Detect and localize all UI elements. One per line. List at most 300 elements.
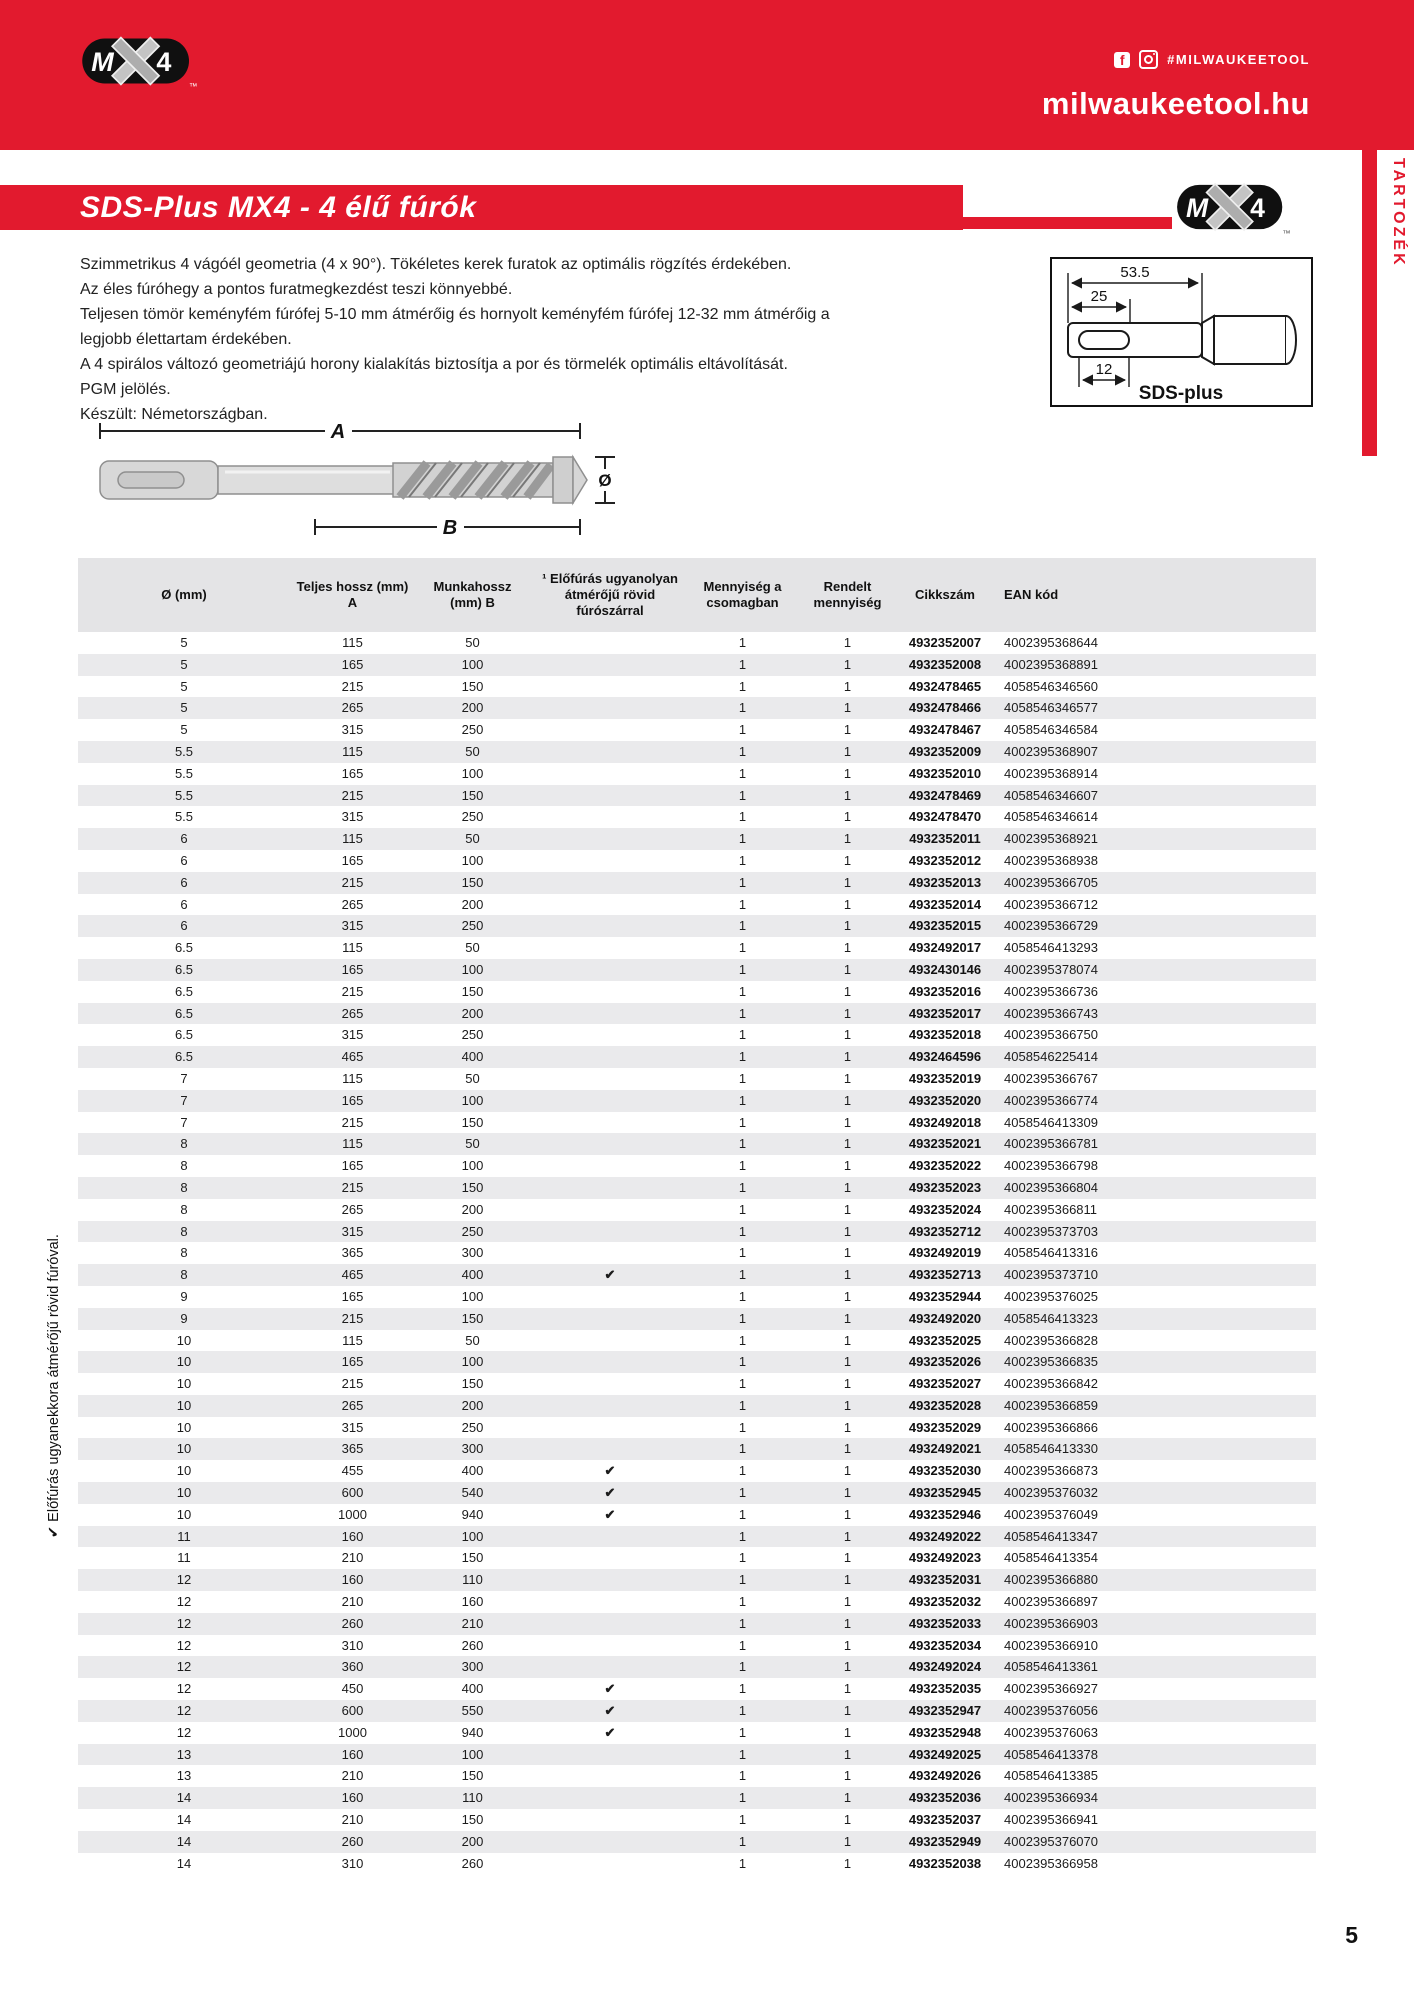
- value-cell: 1: [843, 961, 852, 977]
- value-cell: 1: [843, 1833, 852, 1849]
- ean-cell: 4002395366859: [1004, 1397, 1098, 1413]
- value-cell: 1: [843, 1201, 852, 1217]
- value-cell: 400: [461, 1681, 484, 1697]
- ean-cell: 4002395366798: [1004, 1158, 1098, 1174]
- prebore-checkmark: ✔: [604, 1724, 616, 1740]
- table-row: [78, 1613, 1316, 1635]
- value-cell: 1: [738, 1768, 747, 1784]
- table-row: [78, 1199, 1316, 1221]
- value-cell: 1: [738, 1005, 747, 1021]
- value-cell: 1: [738, 940, 747, 956]
- table-row: [78, 1591, 1316, 1613]
- table-row: [78, 937, 1316, 959]
- value-cell: 7: [180, 1070, 188, 1086]
- prebore-cell: [530, 850, 690, 872]
- ean-cell: 4058546413293: [1004, 940, 1098, 956]
- ean-cell: 4002395378074: [1004, 961, 1098, 977]
- prebore-cell: [530, 697, 690, 719]
- value-cell: 6: [180, 896, 188, 912]
- value-cell: 1: [843, 1223, 852, 1239]
- value-cell: 100: [461, 656, 484, 672]
- sku-cell: 4932492026: [908, 1768, 982, 1784]
- sku-cell: 4932352026: [908, 1354, 982, 1370]
- value-cell: 165: [341, 656, 364, 672]
- value-cell: 1: [843, 1332, 852, 1348]
- value-cell: 400: [461, 1049, 484, 1065]
- prebore-cell: [530, 719, 690, 741]
- table-row: [78, 1482, 1316, 1504]
- value-cell: 1: [843, 1397, 852, 1413]
- value-cell: 250: [461, 1223, 484, 1239]
- value-cell: 115: [342, 743, 363, 759]
- value-cell: 110: [462, 1790, 483, 1806]
- value-cell: 265: [341, 700, 364, 716]
- value-cell: 1: [738, 1833, 747, 1849]
- prebore-cell: [530, 1024, 690, 1046]
- value-cell: 7: [180, 1114, 188, 1130]
- ean-cell: 4002395366774: [1004, 1092, 1098, 1108]
- value-cell: 13: [176, 1746, 192, 1762]
- ean-cell: 4002395368644: [1004, 635, 1098, 650]
- value-cell: 12: [176, 1703, 192, 1719]
- value-cell: 5.5: [174, 787, 194, 803]
- value-cell: 260: [461, 1637, 484, 1653]
- value-cell: 8: [180, 1179, 188, 1195]
- sku-cell: 4932352944: [908, 1288, 982, 1304]
- value-cell: 1: [738, 1703, 747, 1719]
- sku-cell: 4932492018: [908, 1114, 982, 1130]
- ean-cell: 4002395366903: [1004, 1615, 1098, 1631]
- value-cell: 200: [461, 896, 484, 912]
- value-cell: 200: [461, 700, 484, 716]
- value-cell: 150: [461, 1550, 484, 1566]
- sku-cell: 4932478467: [908, 722, 982, 738]
- value-cell: 1: [843, 1376, 852, 1392]
- ean-cell: 4002395366743: [1004, 1005, 1098, 1021]
- prebore-cell: [530, 828, 690, 850]
- ean-cell: 4002395368891: [1004, 656, 1098, 672]
- value-cell: 1: [738, 1572, 747, 1588]
- sku-cell: 4932352035: [908, 1681, 982, 1697]
- value-cell: 1: [843, 1049, 852, 1065]
- value-cell: 1: [738, 1746, 747, 1762]
- value-cell: 1: [843, 1572, 852, 1588]
- prebore-cell: [530, 1744, 690, 1766]
- value-cell: 10: [176, 1463, 192, 1479]
- value-cell: 600: [341, 1703, 364, 1719]
- value-cell: 1: [843, 1114, 852, 1130]
- value-cell: 1000: [338, 1506, 367, 1522]
- value-cell: 12: [176, 1637, 192, 1653]
- value-cell: 13: [176, 1768, 192, 1784]
- table-row: [78, 1569, 1316, 1591]
- prebore-cell: [530, 1003, 690, 1025]
- value-cell: 200: [461, 1201, 484, 1217]
- value-cell: 115: [342, 1332, 363, 1348]
- sku-cell: 4932352712: [908, 1223, 982, 1239]
- value-cell: 1: [738, 1550, 747, 1566]
- value-cell: 1: [843, 1681, 852, 1697]
- ean-cell: 4002395368907: [1004, 743, 1098, 759]
- value-cell: 6: [180, 918, 188, 934]
- sku-cell: 4932352029: [908, 1419, 982, 1435]
- value-cell: 1: [843, 1550, 852, 1566]
- table-row: [78, 763, 1316, 785]
- col-header-sku: Cikkszám: [900, 558, 990, 632]
- value-cell: 150: [461, 1114, 484, 1130]
- value-cell: 5.5: [174, 743, 194, 759]
- table-row: [78, 1417, 1316, 1439]
- value-cell: 1: [843, 722, 852, 738]
- svg-text:M: M: [91, 47, 114, 78]
- sku-cell: 4932492023: [908, 1550, 982, 1566]
- value-cell: 1: [843, 1310, 852, 1326]
- value-cell: 1: [843, 809, 852, 825]
- prebore-checkmark: ✔: [604, 1485, 616, 1501]
- sku-cell: 4932352018: [908, 1027, 982, 1043]
- value-cell: 1: [738, 918, 747, 934]
- value-cell: 1: [843, 1485, 852, 1501]
- svg-text:™: ™: [189, 81, 198, 92]
- section-title-bar: [0, 185, 963, 230]
- value-cell: 50: [465, 1070, 480, 1086]
- side-tab-label: TARTOZÉK: [1390, 158, 1407, 268]
- value-cell: 160: [341, 1572, 364, 1588]
- ean-cell: 4058546413309: [1004, 1114, 1098, 1130]
- value-cell: 1: [843, 1267, 852, 1283]
- value-cell: 1: [843, 635, 852, 650]
- sku-cell: 4932478469: [908, 787, 982, 803]
- value-cell: 1: [843, 1659, 852, 1675]
- value-cell: 150: [461, 983, 484, 999]
- prebore-cell: [530, 1809, 690, 1831]
- value-cell: 1: [738, 765, 747, 781]
- value-cell: 150: [461, 874, 484, 890]
- value-cell: 1: [843, 1158, 852, 1174]
- value-cell: 1: [738, 1812, 747, 1828]
- col-header-order-qty: Rendelt mennyiség: [795, 558, 900, 632]
- table-row: [78, 959, 1316, 981]
- ean-cell: 4002395376063: [1004, 1724, 1098, 1740]
- sku-cell: 4932352010: [908, 765, 982, 781]
- value-cell: 600: [341, 1485, 364, 1501]
- description-line: Teljesen tömör keményfém fúrófej 5-10 mm átmérőig és hornyolt keményfém fúrófej 12-32 mm átmérőig a legjobb élettartam érdekében.: [80, 306, 830, 348]
- value-cell: 1: [738, 1332, 747, 1348]
- value-cell: 1: [738, 1376, 747, 1392]
- table-row: [78, 1046, 1316, 1068]
- prebore-cell: [530, 1417, 690, 1439]
- table-row: [78, 894, 1316, 916]
- svg-text:M: M: [1185, 192, 1209, 223]
- table-row: [78, 1809, 1316, 1831]
- value-cell: 100: [461, 852, 484, 868]
- value-cell: 400: [461, 1463, 484, 1479]
- value-cell: 315: [341, 809, 364, 825]
- table-row: [78, 1090, 1316, 1112]
- prebore-cell: [530, 1831, 690, 1853]
- col-header-prebore: ¹ Előfúrás ugyanolyan átmérőjű rövid fúrószárral: [530, 558, 690, 632]
- description-line: PGM jelölés.: [80, 381, 171, 398]
- value-cell: 1: [738, 1179, 747, 1195]
- value-cell: 100: [461, 1746, 484, 1762]
- value-cell: 1: [738, 1027, 747, 1043]
- value-cell: 265: [341, 1201, 364, 1217]
- sku-cell: 4932352032: [908, 1594, 982, 1610]
- sku-cell: 4932352017: [908, 1005, 982, 1021]
- prebore-cell: [530, 1177, 690, 1199]
- value-cell: 265: [341, 1005, 364, 1021]
- description: [80, 252, 865, 427]
- value-cell: 6.5: [174, 1027, 194, 1043]
- ean-cell: 4002395366736: [1004, 983, 1098, 999]
- value-cell: 1: [843, 1354, 852, 1370]
- website-link[interactable]: milwaukeetool.hu: [1041, 86, 1310, 121]
- ean-cell: 4058546413330: [1004, 1441, 1098, 1457]
- sku-cell: 4932430146: [908, 961, 982, 977]
- sku-cell: 4932352014: [908, 896, 982, 912]
- ean-cell: 4058546413361: [1004, 1659, 1098, 1675]
- value-cell: 10: [176, 1376, 192, 1392]
- value-cell: 1: [738, 1681, 747, 1697]
- ean-cell: 4058546413316: [1004, 1245, 1098, 1261]
- sku-cell: 4932352028: [908, 1397, 982, 1413]
- sku-cell: 4932352022: [908, 1158, 982, 1174]
- value-cell: 1: [738, 1158, 747, 1174]
- table-row: [78, 1526, 1316, 1548]
- value-cell: 1: [843, 765, 852, 781]
- page-title: SDS-Plus MX4 - 4 élű fúrók: [80, 190, 477, 224]
- value-cell: 260: [461, 1855, 484, 1871]
- prebore-cell: [530, 1787, 690, 1809]
- value-cell: 12: [176, 1724, 192, 1740]
- ean-cell: 4058546413323: [1004, 1310, 1098, 1326]
- ean-cell: 4002395376025: [1004, 1288, 1098, 1304]
- prebore-cell: [530, 632, 690, 654]
- prebore-cell: [530, 1199, 690, 1221]
- mx4-logo: [80, 28, 198, 94]
- prebore-cell: [530, 1242, 690, 1264]
- ean-cell: 4002395366712: [1004, 896, 1098, 912]
- value-cell: 310: [341, 1637, 364, 1653]
- dim-b-label: B: [442, 517, 458, 539]
- value-cell: 1: [738, 1485, 747, 1501]
- table-row: [78, 828, 1316, 850]
- table-row: [78, 850, 1316, 872]
- sku-cell: 4932352015: [908, 918, 982, 934]
- value-cell: 150: [461, 787, 484, 803]
- value-cell: 14: [176, 1833, 192, 1849]
- value-cell: 5: [180, 722, 188, 738]
- sku-cell: 4932352016: [908, 983, 982, 999]
- description-line: Készült: Németországban.: [80, 406, 268, 423]
- ean-cell: 4002395366927: [1004, 1681, 1098, 1697]
- table-header-row: [78, 558, 1316, 632]
- prebore-cell: [530, 1635, 690, 1657]
- value-cell: 1: [738, 1594, 747, 1610]
- prebore-checkmark: ✔: [604, 1681, 616, 1697]
- ean-cell: 4002395376070: [1004, 1833, 1098, 1849]
- sku-cell: 4932352008: [908, 656, 982, 672]
- description-line: A 4 spirálos változó geometriájú horony kialakítás biztosítja a por és törmelék optimális eltávolítását.: [80, 356, 788, 373]
- ean-cell: 4058546346560: [1004, 678, 1098, 694]
- table-row: [78, 915, 1316, 937]
- ean-cell: 4002395366958: [1004, 1855, 1098, 1871]
- value-cell: 14: [176, 1812, 192, 1828]
- svg-text:™: ™: [1282, 227, 1291, 238]
- top-banner: [0, 0, 1414, 150]
- prebore-cell: [530, 1308, 690, 1330]
- ean-cell: 4002395368914: [1004, 765, 1098, 781]
- value-cell: 5.5: [174, 765, 194, 781]
- value-cell: 10: [176, 1419, 192, 1435]
- value-cell: 365: [341, 1441, 364, 1457]
- value-cell: 940: [461, 1506, 484, 1522]
- table-row: [78, 1787, 1316, 1809]
- table-row: [78, 1765, 1316, 1787]
- prebore-cell: [530, 1351, 690, 1373]
- table-row: [78, 1068, 1316, 1090]
- table-row: [78, 676, 1316, 698]
- table-row: [78, 1003, 1316, 1025]
- ean-cell: 4002395366828: [1004, 1332, 1098, 1348]
- value-cell: 1: [738, 1245, 747, 1261]
- ean-cell: 4002395366866: [1004, 1419, 1098, 1435]
- value-cell: 250: [461, 809, 484, 825]
- value-cell: 1: [738, 1855, 747, 1871]
- value-cell: 150: [461, 1376, 484, 1392]
- drill-bit-drawing: [100, 457, 587, 503]
- prebore-cell: [530, 1112, 690, 1134]
- prebore-checkmark: ✔: [604, 1267, 616, 1283]
- value-cell: 215: [341, 983, 364, 999]
- value-cell: 210: [341, 1594, 364, 1610]
- prebore-cell: [530, 785, 690, 807]
- value-cell: 150: [461, 1179, 484, 1195]
- sku-cell: 4932352019: [908, 1070, 982, 1086]
- sku-cell: 4932352027: [908, 1376, 982, 1392]
- value-cell: 1: [843, 1790, 852, 1806]
- sku-cell: 4932352011: [909, 831, 981, 847]
- sku-cell: 4932352037: [908, 1812, 982, 1828]
- value-cell: 8: [180, 1223, 188, 1239]
- value-cell: 100: [461, 765, 484, 781]
- value-cell: 1: [843, 1441, 852, 1457]
- shank-drawing: [1068, 316, 1296, 364]
- table-row: [78, 1133, 1316, 1155]
- ean-cell: 4002395376056: [1004, 1703, 1098, 1719]
- value-cell: 1: [738, 1267, 747, 1283]
- value-cell: 6: [180, 852, 188, 868]
- table-row: [78, 1547, 1316, 1569]
- mx4-logo-small: [1172, 176, 1294, 238]
- sku-cell: 4932478465: [908, 678, 982, 694]
- value-cell: 1: [738, 678, 747, 694]
- instagram-icon[interactable]: [1139, 50, 1158, 69]
- value-cell: 115: [342, 1070, 363, 1086]
- value-cell: 160: [341, 1746, 364, 1762]
- value-cell: 165: [341, 765, 364, 781]
- value-cell: 1: [738, 722, 747, 738]
- ean-cell: 4002395366729: [1004, 918, 1098, 934]
- value-cell: 1: [738, 1310, 747, 1326]
- facebook-icon[interactable]: f: [1114, 52, 1130, 68]
- value-cell: 1: [738, 874, 747, 890]
- prebore-cell: [530, 1526, 690, 1548]
- value-cell: 315: [341, 918, 364, 934]
- table-row: [78, 1373, 1316, 1395]
- sku-cell: 4932352713: [908, 1267, 982, 1283]
- value-cell: 115: [342, 1136, 363, 1152]
- value-cell: 1: [738, 1615, 747, 1631]
- table-row: [78, 719, 1316, 741]
- value-cell: 200: [461, 1005, 484, 1021]
- value-cell: 100: [461, 1158, 484, 1174]
- dim-diameter-label: Ø: [598, 471, 612, 490]
- value-cell: 6: [180, 831, 188, 847]
- value-cell: 1: [738, 1637, 747, 1653]
- value-cell: 1: [738, 743, 747, 759]
- value-cell: 1: [738, 1441, 747, 1457]
- value-cell: 115: [342, 831, 363, 847]
- ean-cell: 4002395368938: [1004, 852, 1098, 868]
- ean-cell: 4058546413354: [1004, 1550, 1098, 1566]
- value-cell: 10: [176, 1485, 192, 1501]
- value-cell: 1: [738, 787, 747, 803]
- ean-cell: 4058546225414: [1004, 1049, 1098, 1065]
- value-cell: 1: [843, 787, 852, 803]
- ean-cell: 4002395368921: [1004, 831, 1098, 847]
- value-cell: 1: [843, 983, 852, 999]
- value-cell: 260: [341, 1615, 364, 1631]
- svg-text:4: 4: [1250, 192, 1265, 223]
- value-cell: 1: [843, 678, 852, 694]
- prebore-cell: [530, 1068, 690, 1090]
- sku-cell: 4932352034: [908, 1637, 982, 1653]
- value-cell: 1: [843, 1594, 852, 1610]
- value-cell: 1: [843, 1746, 852, 1762]
- value-cell: 14: [176, 1790, 192, 1806]
- table-row: [78, 654, 1316, 676]
- value-cell: 5: [180, 700, 188, 716]
- value-cell: 1: [843, 1615, 852, 1631]
- value-cell: 100: [461, 1288, 484, 1304]
- prebore-cell: [530, 1438, 690, 1460]
- value-cell: 50: [465, 1136, 480, 1152]
- value-cell: 10: [176, 1332, 192, 1348]
- dim-25-label: 25: [1090, 288, 1108, 305]
- value-cell: 14: [176, 1855, 192, 1871]
- value-cell: 215: [341, 1179, 364, 1195]
- table-row: [78, 872, 1316, 894]
- value-cell: 210: [341, 1812, 364, 1828]
- value-cell: 1: [738, 1288, 747, 1304]
- value-cell: 1: [738, 1659, 747, 1675]
- value-cell: 300: [461, 1441, 484, 1457]
- title-divider-line: [963, 217, 1172, 229]
- value-cell: 6.5: [174, 961, 194, 977]
- value-cell: 10: [176, 1354, 192, 1370]
- ean-cell: 4002395366767: [1004, 1070, 1098, 1086]
- value-cell: 165: [341, 961, 364, 977]
- table-row: [78, 632, 1316, 654]
- value-cell: 1: [843, 1419, 852, 1435]
- value-cell: 165: [341, 1354, 364, 1370]
- ean-cell: 4002395366781: [1004, 1136, 1098, 1152]
- value-cell: 300: [461, 1659, 484, 1675]
- value-cell: 1: [738, 1223, 747, 1239]
- value-cell: 1: [738, 1790, 747, 1806]
- prebore-cell: [530, 1046, 690, 1068]
